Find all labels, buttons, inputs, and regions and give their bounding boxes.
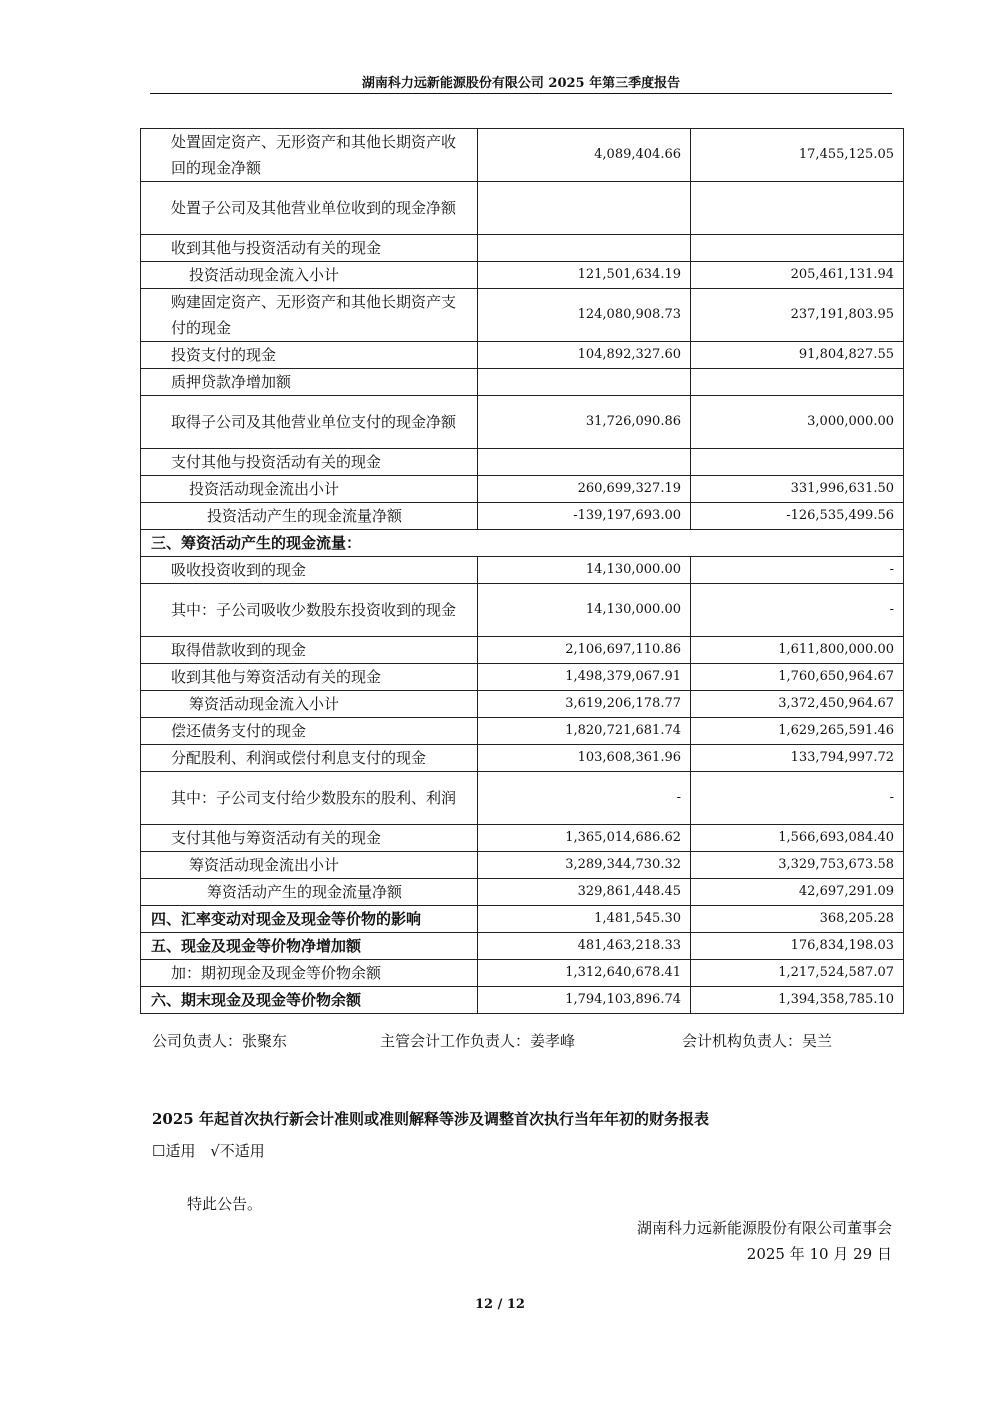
row-label: 取得借款收到的现金 [141, 637, 478, 664]
row-label: 投资活动现金流入小计 [141, 262, 478, 289]
row-label: 质押贷款净增加额 [141, 369, 478, 396]
row-label: 五、现金及现金等价物净增加额 [141, 933, 478, 960]
prior-period-value: 368,205.28 [691, 906, 904, 933]
row-label: 筹资活动现金流入小计 [141, 691, 478, 718]
report-header-title: 湖南科力远新能源股份有限公司 2025 年第三季度报告 [361, 76, 681, 91]
table-row [141, 852, 904, 879]
current-period-value: 3,619,206,178.77 [478, 691, 691, 718]
table-row [141, 637, 904, 664]
current-period-value: 481,463,218.33 [478, 933, 691, 960]
current-period-value: 1,498,379,067.91 [478, 664, 691, 691]
prior-period-value: 17,455,125.05 [691, 129, 904, 182]
current-period-value: 329,861,448.45 [478, 879, 691, 906]
current-period-value: 4,089,404.66 [478, 129, 691, 182]
row-label: 处置子公司及其他营业单位收到的现金净额 [141, 182, 478, 235]
row-label: 分配股利、利润或偿付利息支付的现金 [141, 745, 478, 772]
row-label: 购建固定资产、无形资产和其他长期资产支付的现金 [141, 289, 478, 342]
table-row [141, 906, 904, 933]
table-row [141, 718, 904, 745]
current-period-value: 1,481,545.30 [478, 906, 691, 933]
table-row [141, 745, 904, 772]
prior-period-value: 1,217,524,587.07 [691, 960, 904, 987]
prior-period-value [691, 235, 904, 262]
closing-notice: 特此公告。 [187, 1195, 263, 1213]
current-period-value: 1,820,721,681.74 [478, 718, 691, 745]
section-heading: 三、筹资活动产生的现金流量： [141, 530, 904, 557]
prior-period-value: 42,697,291.09 [691, 879, 904, 906]
prior-period-value: 133,794,997.72 [691, 745, 904, 772]
issuer-board-name: 湖南科力远新能源股份有限公司董事会 [636, 1219, 892, 1237]
page-number: 12 / 12 [475, 1297, 525, 1312]
current-period-value: -139,197,693.00 [478, 503, 691, 530]
header-divider [150, 93, 892, 94]
announcement-date: 2025 年 10 月 29 日 [746, 1245, 892, 1263]
table-row [141, 879, 904, 906]
table-row [141, 129, 904, 182]
table-row [141, 825, 904, 852]
current-period-value: - [478, 772, 691, 825]
table-row [141, 960, 904, 987]
prior-period-value: 1,629,265,591.46 [691, 718, 904, 745]
table-row [141, 262, 904, 289]
row-label: 支付其他与投资活动有关的现金 [141, 449, 478, 476]
prior-period-value: 1,566,693,084.40 [691, 825, 904, 852]
signature-row [152, 1030, 892, 1052]
row-label: 收到其他与投资活动有关的现金 [141, 235, 478, 262]
current-period-value: 14,130,000.00 [478, 584, 691, 637]
prior-period-value: -126,535,499.56 [691, 503, 904, 530]
row-label: 加：期初现金及现金等价物余额 [141, 960, 478, 987]
row-label: 处置固定资产、无形资产和其他长期资产收回的现金净额 [141, 129, 478, 182]
cash-flow-table [140, 128, 904, 1014]
current-period-value [478, 182, 691, 235]
table-row [141, 557, 904, 584]
current-period-value: 1,365,014,686.62 [478, 825, 691, 852]
prior-period-value: 1,394,358,785.10 [691, 987, 904, 1014]
current-period-value: 124,080,908.73 [478, 289, 691, 342]
row-label: 投资活动现金流出小计 [141, 476, 478, 503]
option-applicable: ☐适用 [152, 1142, 196, 1160]
current-period-value: 121,501,634.19 [478, 262, 691, 289]
row-label: 吸收投资收到的现金 [141, 557, 478, 584]
table-row [141, 933, 904, 960]
prior-period-value: 1,611,800,000.00 [691, 637, 904, 664]
current-period-value [478, 369, 691, 396]
current-period-value: 31,726,090.86 [478, 396, 691, 449]
table-row [141, 772, 904, 825]
prior-period-value: 91,804,827.55 [691, 342, 904, 369]
row-label: 四、汇率变动对现金及现金等价物的影响 [141, 906, 478, 933]
current-period-value [478, 449, 691, 476]
prior-period-value: - [691, 772, 904, 825]
row-label: 其中：子公司吸收少数股东投资收到的现金 [141, 584, 478, 637]
current-period-value: 104,892,327.60 [478, 342, 691, 369]
current-period-value: 14,130,000.00 [478, 557, 691, 584]
row-label: 投资活动产生的现金流量净额 [141, 503, 478, 530]
row-label: 投资支付的现金 [141, 342, 478, 369]
prior-period-value: - [691, 584, 904, 637]
prior-period-value: 3,372,450,964.67 [691, 691, 904, 718]
policy-section-title: 2025 年起首次执行新会计准则或准则解释等涉及调整首次执行当年年初的财务报表 [152, 1110, 709, 1128]
table-row [141, 235, 904, 262]
prior-period-value: 237,191,803.95 [691, 289, 904, 342]
table-row [141, 342, 904, 369]
prior-period-value: - [691, 557, 904, 584]
prior-period-value: 331,996,631.50 [691, 476, 904, 503]
prior-period-value: 3,329,753,673.58 [691, 852, 904, 879]
row-label: 其中：子公司支付给少数股东的股利、利润 [141, 772, 478, 825]
table-row [141, 182, 904, 235]
table-row [141, 289, 904, 342]
table-row [141, 664, 904, 691]
table-row [141, 987, 904, 1014]
option-not-applicable: √不适用 [210, 1142, 265, 1160]
table-row [141, 369, 904, 396]
prior-period-value [691, 449, 904, 476]
accounting-org-head-signature: 会计机构负责人：吴兰 [682, 1032, 833, 1050]
current-period-value: 1,312,640,678.41 [478, 960, 691, 987]
prior-period-value: 3,000,000.00 [691, 396, 904, 449]
prior-period-value [691, 369, 904, 396]
table-row [141, 530, 904, 557]
table-row [141, 503, 904, 530]
policy-options [152, 1140, 275, 1161]
row-label: 筹资活动现金流出小计 [141, 852, 478, 879]
table-row [141, 691, 904, 718]
current-period-value: 103,608,361.96 [478, 745, 691, 772]
current-period-value: 1,794,103,896.74 [478, 987, 691, 1014]
row-label: 六、期末现金及现金等价物余额 [141, 987, 478, 1014]
prior-period-value: 176,834,198.03 [691, 933, 904, 960]
prior-period-value: 1,760,650,964.67 [691, 664, 904, 691]
prior-period-value [691, 182, 904, 235]
row-label: 收到其他与筹资活动有关的现金 [141, 664, 478, 691]
current-period-value: 3,289,344,730.32 [478, 852, 691, 879]
current-period-value: 260,699,327.19 [478, 476, 691, 503]
row-label: 偿还债务支付的现金 [141, 718, 478, 745]
row-label: 支付其他与筹资活动有关的现金 [141, 825, 478, 852]
prior-period-value: 205,461,131.94 [691, 262, 904, 289]
table-row [141, 396, 904, 449]
table-row [141, 584, 904, 637]
row-label: 筹资活动产生的现金流量净额 [141, 879, 478, 906]
row-label: 取得子公司及其他营业单位支付的现金净额 [141, 396, 478, 449]
table-row [141, 449, 904, 476]
company-head-signature: 公司负责人：张聚东 [152, 1032, 288, 1050]
accounting-head-signature: 主管会计工作负责人：姜孝峰 [380, 1032, 576, 1050]
current-period-value [478, 235, 691, 262]
table-row [141, 476, 904, 503]
current-period-value: 2,106,697,110.86 [478, 637, 691, 664]
